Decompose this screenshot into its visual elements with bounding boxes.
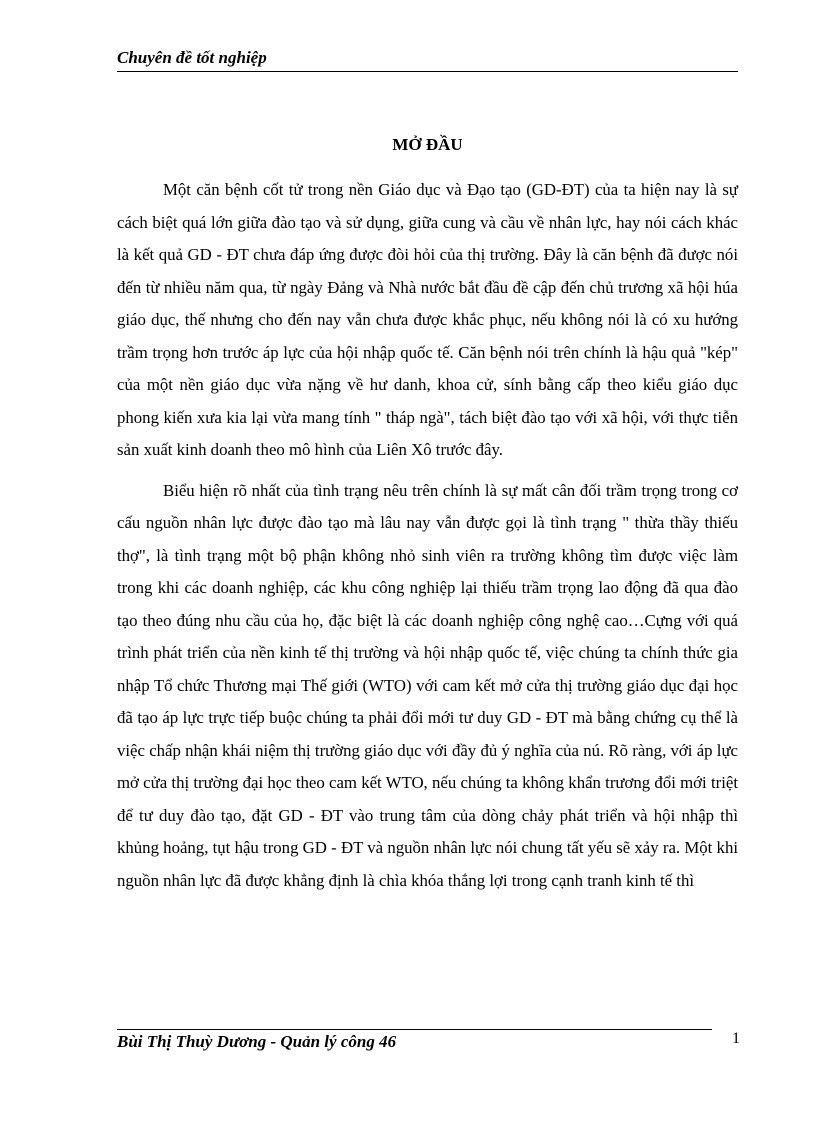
footer-author: Bùi Thị Thuỳ Dương - Quản lý công 46 [117,1032,397,1051]
document-heading: MỞ ĐẦU [392,135,463,154]
document-body [117,134,738,897]
header-rule [117,71,738,72]
paragraph-2: Biểu hiện rõ nhất của tình trạng nêu trên chính là sự mất cân đối trầm trọng trong cơ cấu nguồn nhân lực được đào tạo mà lâu nay vẫn được gọi là tình trạng " thừa thầy thiếu thợ", là tình trạng một bộ phận không nhỏ sinh viên ra trường không tìm được việc làm trong khi các doanh nghiệp, các khu công nghiệp lại thiếu trầm trọng lao động đã qua đào tạo theo đúng nhu cầu của họ, đặc biệt là các doanh nghiệp công nghệ cao…Cựng với quá trình phát triển của nền kinh tế thị trường và hội nhập quốc tế, việc chúng ta chính thức gia nhập Tổ chức Thương mại Thế giới (WTO) với cam kết mở cửa thị trường giáo dục đại học đã tạo áp lực trực tiếp buộc chúng ta phải đổi mới tư duy GD - ĐT mà bằng chứng cụ thể là việc chấp nhận khái niệm thị trường giáo dục với đầy đủ ý nghĩa của nú. Rõ ràng, với áp lực mở cửa thị trường đại học theo cam kết WTO, nếu chúng ta không khẩn trương đổi mới triệt để tư duy đào tạo, đặt GD - ĐT vào trung tâm của dòng chảy phát triển và hội nhập thì khủng hoảng, tụt hậu trong GD - ĐT và nguồn nhân lực nói chung tất yếu sẽ xảy ra. Một khi nguồn nhân lực đã được khẳng định là chìa khóa thắng lợi trong cạnh tranh kinh tế thì [117,480,738,890]
paragraph-1: Một căn bệnh cốt tử trong nền Giáo dục và Đạo tạo (GD-ĐT) của ta hiện nay là sự cách biệt quá lớn giữa đào tạo và sử dụng, giữa cung và cầu về nhân lực, hay nói cách khác là kết quả GD - ĐT chưa đáp ứng được đòi hỏi của thị trường. Đây là căn bệnh đã được nói đến từ nhiều năm qua, từ ngày Đảng và Nhà nước bắt đầu đề cập đến chủ trương xã hội húa giáo dục, thế nhưng cho đến nay vẫn chưa được khắc phục, nếu không nói là có xu hướng trầm trọng hơn trước áp lực của hội nhập quốc tế. Căn bệnh nói trên chính là hậu quả "kép" của một nền giáo dục vừa nặng về hư danh, khoa cử, sính bằng cấp theo kiểu giáo dục phong kiến xưa kia lại vừa mang tính " tháp ngà", tách biệt đào tạo với xã hội, với thực tiễn sản xuất kinh doanh theo mô hình của Liên Xô trước đây. [117,180,738,459]
page-number: 1 [732,1030,740,1047]
footer-rule [117,1029,712,1030]
header-title: Chuyên đề tốt nghiệp [117,48,267,67]
